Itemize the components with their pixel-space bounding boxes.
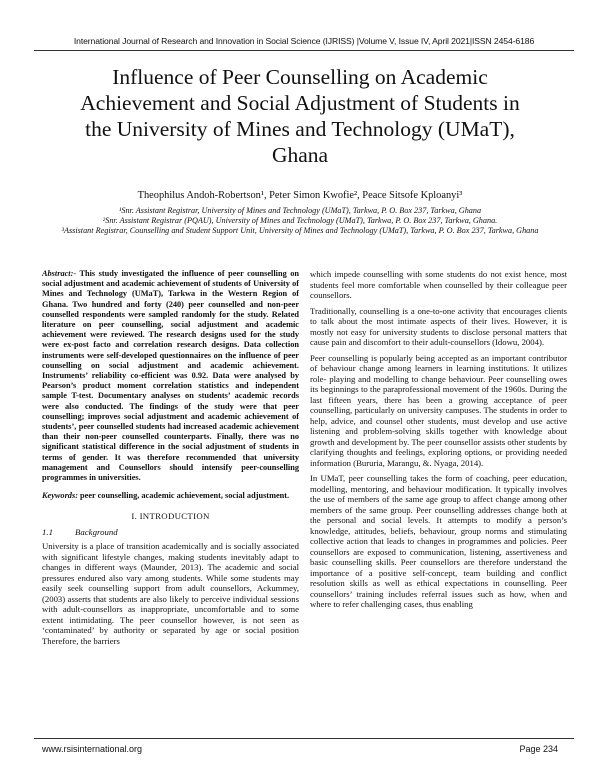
section-heading-introduction: I. INTRODUCTION xyxy=(131,511,210,522)
page-number: Page 234 xyxy=(519,744,558,754)
paper-title: Influence of Peer Counselling on Academic Achievement and Social Adjustment of Students in the University of Mines and Technology (UMaT), Ghana xyxy=(80,65,520,167)
abstract-text: This study investigated the influence of peer counselling on social adjustment and academic achievement of students of University of Mines and Technology (UMaT), Tarkwa in the Western Region of Ghana. Two hundred and forty (240) peer counselled and non-peer counselled respondents were sampled randomly for the study. Related literature on peer counselling, social adjustment and academic achievement were reviewed. The research designs used for the study were ex-post facto and correlation research designs. Data collection instruments were self-developed questionnaires on the influence of peer counselling on social adjustment and academic achievement. Instruments’ reliability co-efficient was 0.92. Data were analysed by Pearson’s product moment correlation statistics and independent sample T-test. Documentary analyses on students’ academic records were also conducted. The findings of the study were that peer counselling; improves social adjustment and academic achievement of students’, peer counselled students had increased academic achievement than their non-peer counselled counterparts. Finally, there was no significant statistical difference in the social adjustment of students in terms of gender. It was therefore recommended that university management and Counsellors should intensify peer-counselling programmes in universities. xyxy=(42,269,299,483)
right-column xyxy=(310,269,567,615)
abstract-label: Abstract:- xyxy=(42,269,77,278)
body-paragraph: Peer counselling is popularly being accepted as an important contributor of behaviour change among learners in learning institutions. It utilizes role- playing and modelling to change behaviour. Peer counselling owes its beginnings to the paraprofessional movement of the 1960s. During the last fifteen years, there has been a growing acceptance of peer counselling, particularly on university campuses. The students in order to help, advice, and counsel other students, must develop and use active listening and problem-solving skills together with knowledge about growth and development by. The peer counsellor assists other students by clarifying thoughts and feelings, exploring options, or providing needed information (Bururia, Marangu, &. Nyaga, 2014). xyxy=(310,352,567,468)
footer-website: www.rsisinternational.org xyxy=(42,744,143,754)
affiliation-1: ¹Snr. Assistant Registrar, University of Mines and Technology (UMaT), Tarkwa, P. O. Box 237, Tarkwa, Ghana xyxy=(118,206,482,215)
subsection-heading-background xyxy=(42,527,299,538)
footer-divider xyxy=(34,738,574,739)
subsection-number: 1.1 xyxy=(42,526,53,537)
keywords xyxy=(42,491,299,501)
author-list: Theophilus Andoh-Robertson¹, Peter Simon Kwofie², Peace Sitsofe Kploanyi³ xyxy=(137,190,463,201)
body-paragraph: University is a place of transition academically and is socially associated with significant lifestyle changes, making students inevitably adapt to changes in different ways (Maunder, 2013). The academic and social pressures endured also vary among students. While some students may easily seek counselling support from adult counsellors, Ackummey, (2003) asserts that students are also likely to perceive individual sessions with adult-counsellors as inappropriate, uncomfortable and to some extent intimidating. The peer counsellor however, is not seen as ‘contaminated’ by authority or separated by age or social position Therefore, the barriers xyxy=(42,541,299,646)
body-paragraph: which impede counselling with some students do not exist hence, most students feel more comfortable when counselled by their colleague peer counsellors. xyxy=(310,269,567,300)
affiliations xyxy=(60,206,540,237)
body-paragraph: Traditionally, counselling is a one-to-one activity that encourages clients to talk about the most intimate aspects of their lives. However, it is mostly not easy for university students to disclose personal matters that cause pain and discomfort to their adult-counsellors (Idowu, 2004). xyxy=(310,305,567,347)
affiliation-2: ²Snr. Assistant Registrar (PQAU), University of Mines and Technology (UMaT), Tarkwa, P. O. Box 237, Tarkwa, Ghana. xyxy=(102,216,498,226)
left-column xyxy=(42,269,299,651)
keywords-label: Keywords: xyxy=(42,491,78,501)
body-paragraph: In UMaT, peer counselling takes the form of coaching, peer education, modelling, mentoring, and behaviour modification. It typically involves the use of members of the same age group to affect change among other members of the same group. Peer counselling addresses change both at the personal and social levels. It attempts to modify a person’s knowledge, attitudes, beliefs, behaviour, group norms and stimulating collective action that leads to changes in programmes and policies. Peer counsellors are exposed to communication, listening, assertiveness and basic counselling skills. Peer counsellors are therefore understand the importance of a positive self-concept, team building and conflict resolution skills as well as ethical expectations in counselling. Peer counsellors’ training includes referral issues such as how, when and where to refer challenging cases, thus enabling xyxy=(310,473,567,609)
abstract xyxy=(42,269,299,483)
subsection-title: Background xyxy=(75,526,118,537)
keywords-text: peer counselling, academic achievement, social adjustment. xyxy=(77,491,290,501)
affiliation-3: ³Assistant Registrar, Counselling and Student Support Unit, University of Mines and Technology (UMaT), Tarkwa, P. O. Box 237, Tarkwa, Ghana xyxy=(61,226,539,236)
journal-header: International Journal of Research and Innovation in Social Science (IJRISS) |Volume V, Issue IV, April 2021|ISSN 2454-6186 xyxy=(73,36,535,46)
header-divider xyxy=(34,50,574,51)
